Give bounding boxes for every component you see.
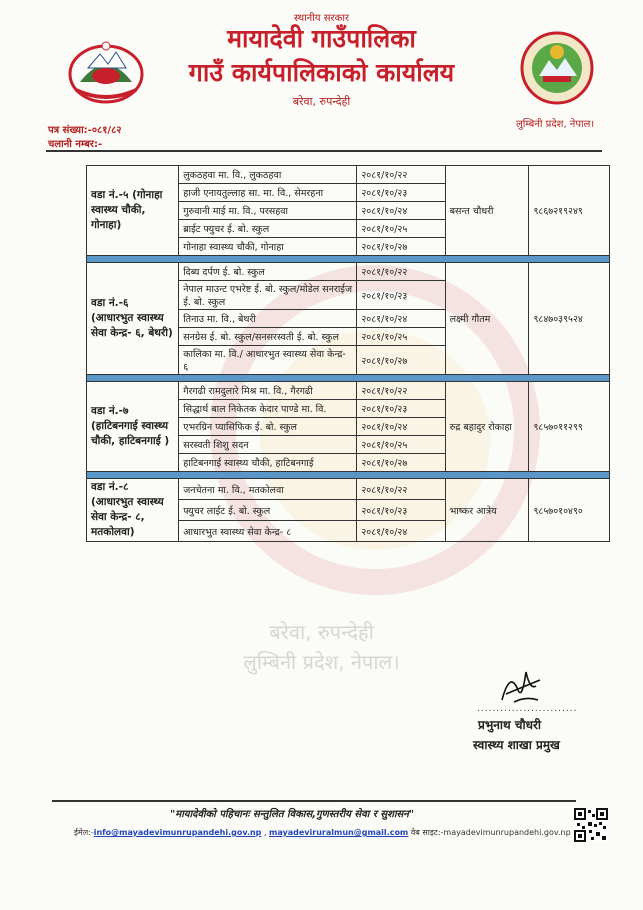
date-cell: २०८१/१०/२४ [357, 418, 445, 436]
schedule-table [86, 165, 610, 542]
date-cell: २०८१/१०/२२ [357, 382, 445, 400]
email-link-info[interactable]: info@mayadevimunrupandehi.gov.np [93, 828, 262, 837]
footer-motto: "मायादेवीको पहिचानः सन्तुलित विकास,गुणस्तरीय सेवा र सुशासन" [170, 809, 415, 820]
website-label: वेब साइट:- [408, 828, 444, 837]
email-separator: , [261, 828, 270, 837]
province-label: लुम्बिनी प्रदेश, नेपाल। [516, 119, 595, 130]
school-cell: सिद्धार्थ बाल निकेतक केदार पाण्डे मा. वि. [179, 400, 357, 418]
date-cell: २०८१/१०/२२ [357, 479, 445, 500]
school-cell: दिब्य दर्पण ई. बो. स्कुल [179, 263, 357, 281]
email-label: ईमेल:- [74, 828, 94, 837]
header-divider [46, 150, 602, 152]
ward-cell: वडा नं.-७ (हाटिबनगाई स्वास्थ्य चौकी, हाटिबनगाई ) [87, 382, 179, 472]
school-cell: गैरगढी रामदुलारे मिश्र मा. वि., गैरगढी [179, 382, 357, 400]
date-cell: २०८१/१०/२३ [357, 184, 445, 202]
date-cell: २०८१/१०/२३ [357, 500, 445, 521]
focal-person-cell: रुद्र बहादुर रोकाहा [445, 382, 529, 472]
ward-cell: वडा नं.-५ (गोनाहा स्वास्थ्य चौकी, गोनाहा) [87, 166, 179, 256]
ward-separator-cell [87, 375, 610, 382]
school-cell: फ्युचर लाईट ई. बो. स्कुल [179, 500, 357, 521]
phone-cell: ९८६७२१९२४९ [529, 166, 610, 256]
focal-person-cell: लक्ष्मी गौतम [445, 263, 529, 375]
date-cell: २०८१/१०/२७ [357, 346, 445, 375]
table-row [87, 479, 610, 500]
reference-number: पत्र संख्या:-०८१/८२ [48, 125, 122, 136]
focal-person-cell: भाष्कर आत्रेय [445, 479, 529, 542]
school-cell: ब्राईट फ्युचर ई. बो. स्कुल [179, 220, 357, 238]
email-link-gmail[interactable]: mayadeviruralmun@gmail.com [269, 828, 409, 837]
ward-separator [87, 375, 610, 382]
office-title: गाउँ कार्यपालिकाको कार्यालय [188, 58, 455, 87]
ward-cell: वडा नं.-८ (आधारभुत स्वास्थ्य सेवा केन्द्र- ८, मतकोलवा) [87, 479, 179, 542]
school-cell: गोनाहा स्वास्थ्य चौकी, गोनाहा [179, 238, 357, 256]
school-cell: नेपाल माउन्ट एभरेष्ट ई. बो. स्कुल/मोडेल सनराईज ई. बो. स्कुल [179, 281, 357, 310]
school-cell: एभरग्रिन प्यासिफिक ई. बो. स्कुल [179, 418, 357, 436]
date-cell: २०८१/१०/२३ [357, 400, 445, 418]
focal-person-cell: बसन्त चौधरी [445, 166, 529, 256]
table-row [87, 382, 610, 400]
ward-separator [87, 256, 610, 263]
ward-separator-cell [87, 472, 610, 479]
table-row [87, 166, 610, 184]
school-cell: आधारभुत स्वास्थ्य सेवा केन्द्र- ८ [179, 521, 357, 542]
website-link[interactable]: mayadevimunrupandehi.gov.np [443, 828, 571, 837]
school-cell: गुरुवानी माई मा. वि., परसहवा [179, 202, 357, 220]
date-cell: २०८१/१०/२५ [357, 220, 445, 238]
footer-contact [74, 827, 571, 838]
header-place: बरेवा, रुपन्देही [292, 95, 351, 108]
date-cell: २०८१/१०/२४ [357, 521, 445, 542]
footer-divider [52, 800, 576, 802]
header-small-title: स्थानीय सरकार [294, 13, 349, 24]
phone-cell: ९८४७०३९५२४ [529, 263, 610, 375]
date-cell: २०८१/१०/२७ [357, 238, 445, 256]
school-cell: सरस्वती शिशु सदन [179, 436, 357, 454]
dispatch-number: चलानी नम्बर:- [48, 139, 103, 150]
school-cell: कालिका मा. वि./ आधारभुत स्वास्थ्य सेवा केन्द्र- ६ [179, 346, 357, 375]
watermark-province: लुम्बिनी प्रदेश, नेपाल। [243, 650, 400, 674]
signatory-name: प्रभुनाथ चौधरी [478, 718, 542, 732]
date-cell: २०८१/१०/२३ [357, 281, 445, 310]
signatory-title: स्वास्थ्य शाखा प्रमुख [473, 738, 560, 752]
phone-cell: ९८५७०१०४९० [529, 479, 610, 542]
ward-separator [87, 472, 610, 479]
date-cell: २०८१/१०/२७ [357, 454, 445, 472]
school-cell: सनग्रेस ई. बो. स्कुल/सनसरस्वती ई. बो. स्कुल [179, 328, 357, 346]
ward-separator-cell [87, 256, 610, 263]
municipality-title: मायादेवी गाउँपालिका [227, 24, 416, 53]
qr-code-icon [574, 808, 608, 842]
signature-dots: .......................... [477, 704, 578, 714]
phone-cell: ९८५७०११२९९ [529, 382, 610, 472]
school-cell: लुकठहवा मा. वि., लुकठहवा [179, 166, 357, 184]
date-cell: २०८१/१०/२२ [357, 263, 445, 281]
ward-cell: वडा नं.-६ (आधारभुत स्वास्थ्य सेवा केन्द्र- ६, बेथरी) [87, 263, 179, 375]
date-cell: २०८१/१०/२२ [357, 166, 445, 184]
date-cell: २०८१/१०/२५ [357, 328, 445, 346]
school-cell: जनचेतना मा. वि., मतकोलवा [179, 479, 357, 500]
watermark-place: बरेवा, रुपन्देही [269, 620, 374, 644]
table-row [87, 263, 610, 281]
date-cell: २०८१/१०/२४ [357, 202, 445, 220]
school-cell: तिनाउ मा. वि., बेथरी [179, 310, 357, 328]
date-cell: २०८१/१०/२५ [357, 436, 445, 454]
date-cell: २०८१/१०/२४ [357, 310, 445, 328]
school-cell: हाटिबनगाई स्वास्थ्य चौकी, हाटिबनगाई [179, 454, 357, 472]
signature-mark [496, 660, 544, 706]
school-cell: हाजी एनायतुल्लाह सा. मा. वि., सेमरहना [179, 184, 357, 202]
